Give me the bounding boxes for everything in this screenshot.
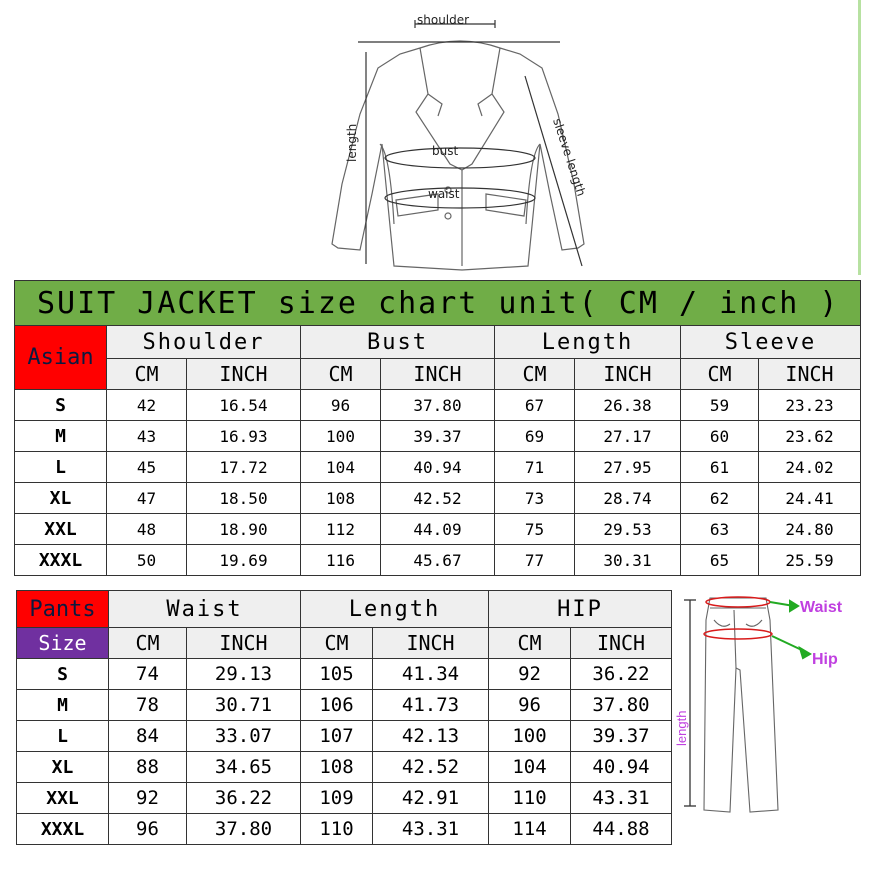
measurement-cell: 88 — [109, 752, 187, 783]
pants-unit-header: INCH — [571, 628, 672, 659]
measurement-cell: 67 — [495, 390, 575, 421]
measurement-cell: 96 — [301, 390, 381, 421]
measurement-cell: 27.95 — [575, 452, 681, 483]
measurement-cell: 30.71 — [187, 690, 301, 721]
jacket-table-row — [15, 514, 861, 545]
size-label: L — [17, 721, 109, 752]
measurement-cell: 78 — [109, 690, 187, 721]
measurement-cell: 39.37 — [571, 721, 672, 752]
size-label: S — [15, 390, 107, 421]
measurement-cell: 45.67 — [381, 545, 495, 576]
measurement-cell: 29.53 — [575, 514, 681, 545]
pants-table-row — [17, 721, 672, 752]
size-label: XXXL — [15, 545, 107, 576]
measurement-cell: 92 — [489, 659, 571, 690]
pants-waist-label: Waist — [800, 599, 843, 616]
pants-table-row — [17, 783, 672, 814]
measurement-cell: 106 — [301, 690, 373, 721]
size-label: S — [17, 659, 109, 690]
measurement-cell: 96 — [489, 690, 571, 721]
measurement-cell: 25.59 — [759, 545, 861, 576]
measurement-cell: 92 — [109, 783, 187, 814]
measurement-cell: 112 — [301, 514, 381, 545]
pants-size-header: Size — [17, 628, 109, 659]
jacket-unit-header: CM — [107, 359, 187, 390]
pants-unit-header: INCH — [373, 628, 489, 659]
measurement-cell: 100 — [301, 421, 381, 452]
measurement-cell: 24.80 — [759, 514, 861, 545]
pants-unit-header: CM — [489, 628, 571, 659]
measurement-cell: 18.90 — [187, 514, 301, 545]
measurement-cell: 18.50 — [187, 483, 301, 514]
measurement-cell: 69 — [495, 421, 575, 452]
jacket-bust-label: bust — [432, 144, 459, 158]
measurement-cell: 24.41 — [759, 483, 861, 514]
measurement-cell: 37.80 — [381, 390, 495, 421]
measurement-cell: 107 — [301, 721, 373, 752]
measurement-cell: 104 — [301, 452, 381, 483]
pants-table-row — [17, 814, 672, 845]
pants-hip-label: Hip — [812, 651, 838, 668]
jacket-unit-header: INCH — [187, 359, 301, 390]
pants-label: Pants — [17, 591, 109, 628]
measurement-cell: 16.93 — [187, 421, 301, 452]
measurement-cell: 77 — [495, 545, 575, 576]
size-label: XXL — [15, 514, 107, 545]
measurement-cell: 108 — [301, 483, 381, 514]
jacket-unit-header: INCH — [575, 359, 681, 390]
measurement-cell: 96 — [109, 814, 187, 845]
measurement-cell: 74 — [109, 659, 187, 690]
jacket-chart-title: SUIT JACKET size chart unit( CM / inch ) — [15, 281, 861, 326]
pants-unit-header: INCH — [187, 628, 301, 659]
measurement-cell: 28.74 — [575, 483, 681, 514]
jacket-shoulder-label: shoulder — [417, 13, 470, 27]
measurement-cell: 36.22 — [571, 659, 672, 690]
size-label: XL — [17, 752, 109, 783]
measurement-cell: 42.91 — [373, 783, 489, 814]
measurement-cell: 43.31 — [571, 783, 672, 814]
measurement-cell: 19.69 — [187, 545, 301, 576]
measurement-cell: 116 — [301, 545, 381, 576]
pants-unit-header: CM — [109, 628, 187, 659]
measurement-cell: 42.52 — [381, 483, 495, 514]
measurement-cell: 17.72 — [187, 452, 301, 483]
jacket-unit-header: CM — [301, 359, 381, 390]
measurement-cell: 43 — [107, 421, 187, 452]
pants-table-row — [17, 752, 672, 783]
jacket-unit-header: INCH — [759, 359, 861, 390]
jacket-waist-label: waist — [428, 187, 460, 201]
measurement-cell: 73 — [495, 483, 575, 514]
measurement-cell: 109 — [301, 783, 373, 814]
jacket-sleeve-label: sleeve length — [550, 116, 589, 198]
measurement-cell: 84 — [109, 721, 187, 752]
jacket-unit-header: INCH — [381, 359, 495, 390]
measurement-cell: 36.22 — [187, 783, 301, 814]
measurement-cell: 37.80 — [187, 814, 301, 845]
measurement-cell: 30.31 — [575, 545, 681, 576]
jacket-unit-header: CM — [681, 359, 759, 390]
pants-size-table — [16, 590, 672, 845]
measurement-cell: 45 — [107, 452, 187, 483]
jacket-size-table — [14, 280, 861, 576]
measurement-cell: 23.23 — [759, 390, 861, 421]
measurement-cell: 34.65 — [187, 752, 301, 783]
measurement-cell: 105 — [301, 659, 373, 690]
measurement-cell: 63 — [681, 514, 759, 545]
pants-unit-header: CM — [301, 628, 373, 659]
measurement-cell: 44.09 — [381, 514, 495, 545]
jacket-group-header: Bust — [301, 326, 495, 359]
measurement-cell: 42.52 — [373, 752, 489, 783]
measurement-cell: 50 — [107, 545, 187, 576]
measurement-cell: 108 — [301, 752, 373, 783]
measurement-cell: 27.17 — [575, 421, 681, 452]
measurement-cell: 26.38 — [575, 390, 681, 421]
jacket-table-row — [15, 390, 861, 421]
jacket-illustration — [320, 4, 600, 276]
measurement-cell: 59 — [681, 390, 759, 421]
measurement-cell: 75 — [495, 514, 575, 545]
measurement-cell: 40.94 — [571, 752, 672, 783]
measurement-cell: 100 — [489, 721, 571, 752]
measurement-cell: 23.62 — [759, 421, 861, 452]
measurement-cell: 110 — [301, 814, 373, 845]
measurement-cell: 71 — [495, 452, 575, 483]
pants-group-header: Length — [301, 591, 489, 628]
measurement-cell: 44.88 — [571, 814, 672, 845]
measurement-cell: 110 — [489, 783, 571, 814]
size-label: XXXL — [17, 814, 109, 845]
measurement-cell: 43.31 — [373, 814, 489, 845]
pants-table-row — [17, 690, 672, 721]
pants-table-row — [17, 659, 672, 690]
measurement-cell: 39.37 — [381, 421, 495, 452]
measurement-cell: 48 — [107, 514, 187, 545]
right-green-rule — [858, 0, 861, 275]
measurement-cell: 41.34 — [373, 659, 489, 690]
pants-length-label: length — [674, 710, 689, 746]
pants-group-header: HIP — [489, 591, 672, 628]
measurement-cell: 33.07 — [187, 721, 301, 752]
jacket-group-header: Sleeve — [681, 326, 861, 359]
measurement-cell: 40.94 — [381, 452, 495, 483]
size-label: XL — [15, 483, 107, 514]
measurement-cell: 60 — [681, 421, 759, 452]
size-label: XXL — [17, 783, 109, 814]
measurement-cell: 29.13 — [187, 659, 301, 690]
measurement-cell: 41.73 — [373, 690, 489, 721]
jacket-length-label: length — [345, 123, 359, 162]
measurement-cell: 47 — [107, 483, 187, 514]
measurement-cell: 37.80 — [571, 690, 672, 721]
measurement-cell: 42.13 — [373, 721, 489, 752]
jacket-table-row — [15, 545, 861, 576]
measurement-cell: 42 — [107, 390, 187, 421]
measurement-cell: 65 — [681, 545, 759, 576]
jacket-table-row — [15, 452, 861, 483]
jacket-unit-header: CM — [495, 359, 575, 390]
jacket-table-row — [15, 483, 861, 514]
measurement-cell: 24.02 — [759, 452, 861, 483]
pants-group-header: Waist — [109, 591, 301, 628]
measurement-cell: 114 — [489, 814, 571, 845]
size-label: L — [15, 452, 107, 483]
measurement-cell: 16.54 — [187, 390, 301, 421]
measurement-cell: 61 — [681, 452, 759, 483]
measurement-cell: 62 — [681, 483, 759, 514]
measurement-cell: 104 — [489, 752, 571, 783]
pants-illustration — [674, 590, 874, 818]
size-label: M — [15, 421, 107, 452]
jacket-group-header: Length — [495, 326, 681, 359]
size-label: M — [17, 690, 109, 721]
jacket-size-header: Asian — [15, 326, 107, 390]
jacket-group-header: Shoulder — [107, 326, 301, 359]
jacket-table-row — [15, 421, 861, 452]
